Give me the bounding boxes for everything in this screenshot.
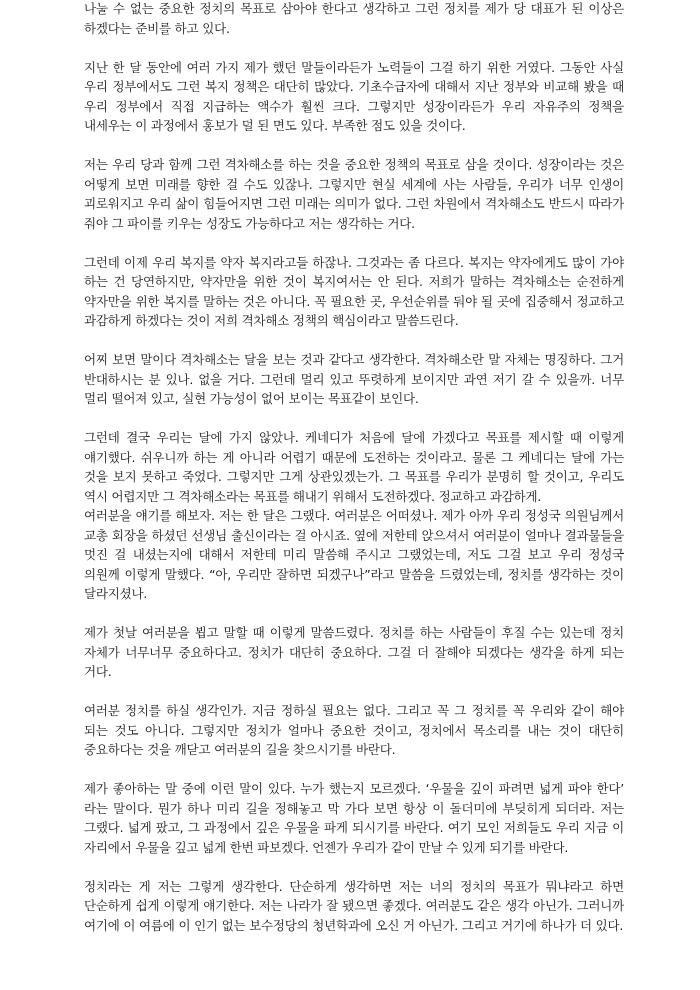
paragraph-8: 제가 첫날 여러분을 뵙고 말할 때 이렇게 말씀드렸다. 정치를 하는 사람들이 후질 수는 있는데 정치 자체가 너무너무 중요하다고. 정치가 대단히 중요하다. 그걸 더 잘해야 되겠다는 생각을 하게 되는 거다. xyxy=(84,625,624,679)
document-body xyxy=(84,0,624,955)
paragraph-4: 그런데 이제 우리 복지를 약자 복지라고들 하잖나. 그것과는 좀 다르다. 복지는 약자에게도 많이 가야 하는 건 당연하지만, 약자만을 위한 것이 복지여서는 안 된다. 저희가 말하는 격차해소는 순전하게 약자만을 위한 복지를 말하는 것은 아니다. 꼭 필요한 곳, 우선순위를 둬야 될 곳에 집중해서 정교하고 과감하게 하겠다는 것이 저희 격차해소 정책의 핵심이라고 말씀드린다. xyxy=(84,254,624,328)
paragraph-9: 여러분 정치를 하실 생각인가. 지금 정하실 필요는 없다. 그리고 꼭 그 정치를 꼭 우리와 같이 해야 되는 것도 아니다. 그렇지만 정치가 얼마나 중요한 것이고, 정치에서 목소리를 내는 것이 대단히 중요하다는 것을 깨닫고 여러분의 길을 찾으시기를 바란다. xyxy=(84,703,624,757)
paragraph-7: 여러분을 얘기를 해보자. 저는 한 달은 그랬다. 여러분은 어떠셨나. 제가 아까 우리 정성국 의원님께서 교총 회장을 하셨던 선생님 출신이라는 걸 아시죠. 옆에 저한테 앉으셔서 여러분이 얼마나 결과물들을 멋진 걸 내셨는지에 대해서 저한테 미리 말씀해 주시고 그랬었는데, 저도 그걸 보고 우리 정성국 의원께 이렇게 말했다. “아, 우리만 잘하면 되겠구나”라고 말씀을 드렸었는데, 정치를 생각하는 것이 달라지셨나. xyxy=(84,508,624,601)
paragraph-3: 저는 우리 당과 함께 그런 격차해소를 하는 것을 중요한 정책의 목표로 삼을 것이다. 성장이라는 것은 어떻게 보면 미래를 향한 걸 수도 있잖나. 그렇지만 현실 세계에 사는 사람들, 우리가 너무 인생이 괴로워지고 우리 삶이 힘들어지면 그런 미래는 의미가 없다. 그런 차원에서 격차해소도 반드시 따라가 줘야 그 파이를 키우는 성장도 가능하다고 저는 생각하는 거다. xyxy=(84,157,624,231)
paragraph-1: 나눌 수 없는 중요한 정치의 목표로 삼아야 한다고 생각하고 그런 정치를 제가 당 대표가 된 이상은 하겠다는 준비를 하고 있다. xyxy=(84,1,624,36)
paragraph-10: 제가 좋아하는 말 중에 이런 말이 있다. 누가 했는지 모르겠다. ‘우물을 깊이 파려면 넓게 파야 한다’ 라는 말이다. 뭔가 하나 미리 길을 정해놓고 막 가다 보면 항상 이 돌더미에 부딪히게 되더라. 저는 그랬다. 넓게 팠고, 그 과정에서 깊은 우물을 파게 되시기를 바란다. 여기 모인 저희들도 우리 지금 이 자리에서 우물을 깊고 넓게 한번 파보겠다. 언젠가 우리가 같이 만날 수 있게 되기를 바란다. xyxy=(84,781,624,855)
paragraph-6: 그런데 결국 우리는 달에 가지 않았나. 케네디가 처음에 달에 가겠다고 목표를 제시할 때 이렇게 얘기했다. 쉬우니까 하는 게 아니라 어렵기 때문에 도전하는 것이라고. 물론 그 케네디는 달에 가는 것을 보지 못하고 죽었다. 그렇지만 그게 상관있겠는가. 그 목표를 우리가 분명히 할 것이고, 우리도 역시 어렵지만 그 격차해소라는 목표를 해내기 위해서 도전하겠다. 정교하고 과감하게. xyxy=(84,430,624,504)
paragraph-5: 어찌 보면 말이다 격차해소는 달을 보는 것과 같다고 생각한다. 격차해소란 말 자체는 명징하다. 그거 반대하시는 분 있나. 없을 거다. 그런데 멀리 있고 뚜렷하게 보이지만 과연 저기 갈 수 있을까. 너무 멀리 떨어져 있고, 실현 가능성이 없어 보이는 목표같이 보인다. xyxy=(84,352,624,406)
paragraph-11: 정치라는 게 저는 그렇게 생각한다. 단순하게 생각하면 저는 너의 정치의 목표가 뭐냐라고 하면 단순하게 쉽게 이렇게 얘기한다. 저는 나라가 잘 됐으면 좋겠다. 여러분도 같은 생각 아닌가. 그러니까 여기에 이 여름에 이 인기 없는 보수정당의 청년학과에 오신 거 아닌가. 그리고 거기에 하나가 더 있다. xyxy=(84,878,624,933)
paragraph-2: 지난 한 달 동안에 여러 가지 제가 했던 말들이라든가 노력들이 그걸 하기 위한 거였다. 그동안 사실 우리 정부에서도 그런 복지 정책은 대단히 많았다. 기초수급자에 대해서 지난 정부와 비교해 봤을 때 우리 정부에서 직접 지급하는 액수가 훨씬 크다. 그렇지만 성장이라든가 우리 자유주의 정책을 내세우는 이 과정에서 홍보가 덜 된 면도 있다. 부족한 점도 있을 것이다. xyxy=(84,59,624,133)
